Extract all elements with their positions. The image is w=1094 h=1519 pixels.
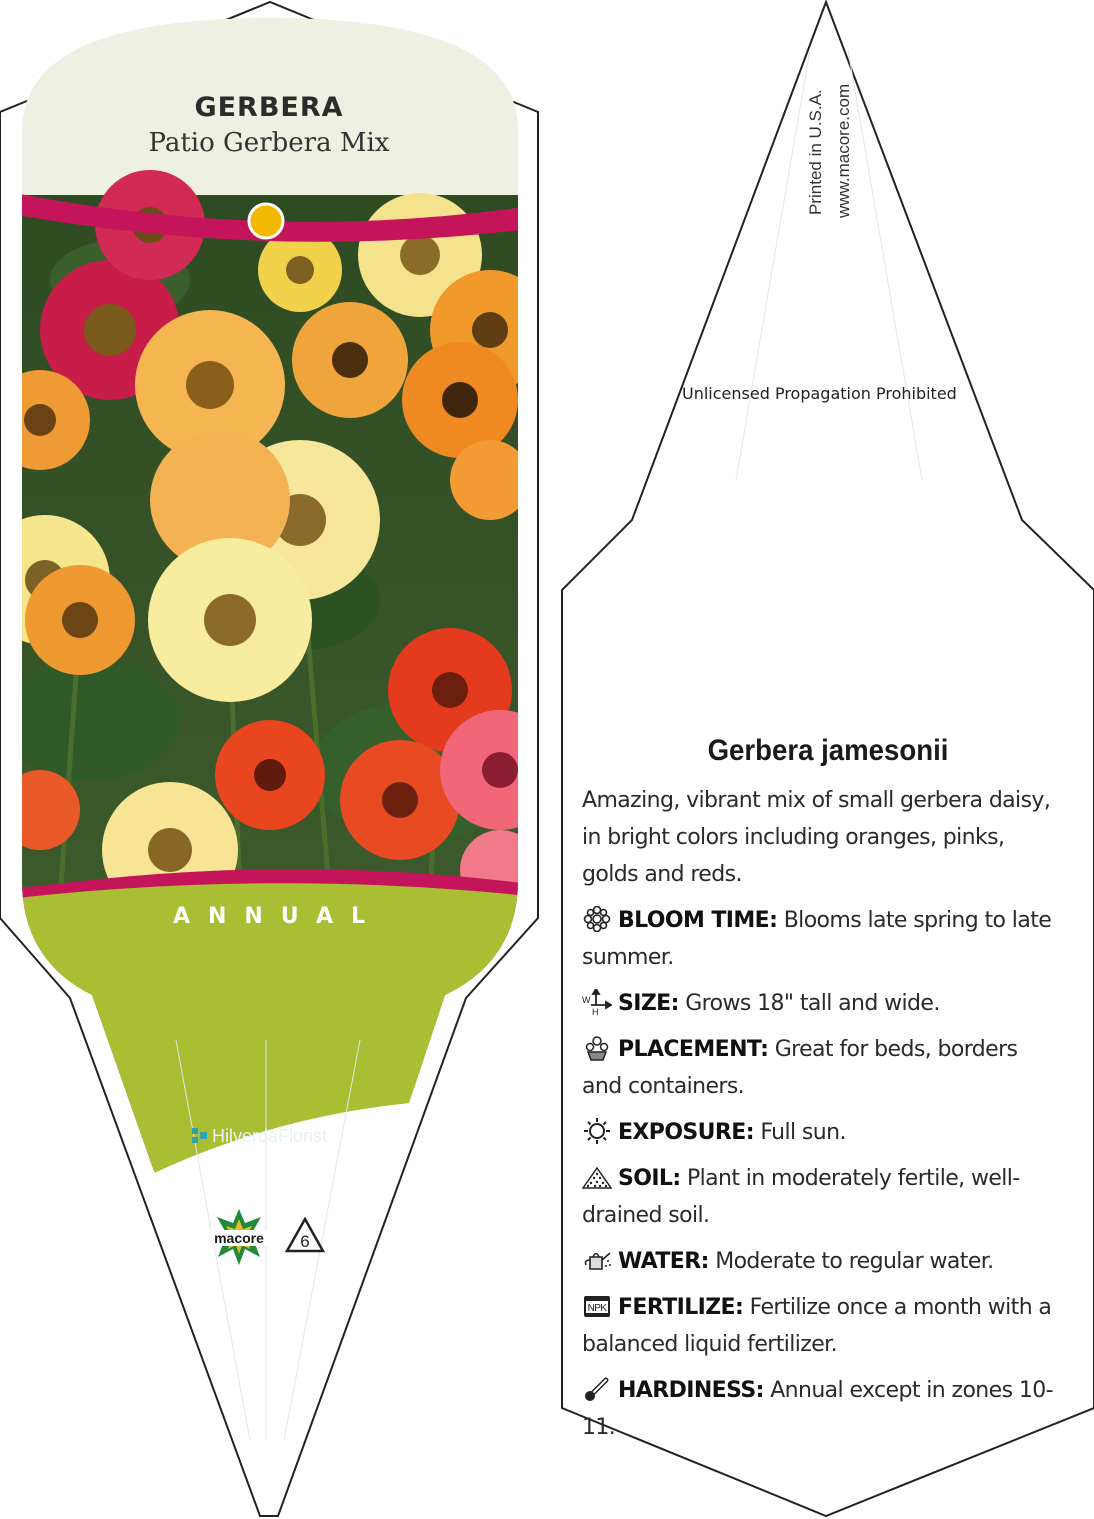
macore-logo-text: macore	[214, 1230, 264, 1246]
attribute-soil	[582, 1160, 1062, 1234]
botanical-name: Gerbera jamesonii	[707, 734, 949, 767]
attribute-label: SOIL:	[618, 1166, 681, 1191]
attribute-text: Fertilize once a month with a balanced liquid fertilizer.	[582, 1295, 1052, 1357]
attribute-text: Blooms late spring to late summer.	[582, 908, 1052, 970]
attribute-text: Annual except in zones 10-11.	[582, 1378, 1053, 1440]
attribute-placement	[582, 1031, 1062, 1105]
description: Amazing, vibrant mix of small gerbera daisy, in bright colors including oranges, pinks, golds and reds.	[582, 788, 1051, 887]
npk-icon	[582, 1293, 612, 1319]
size-icon-h: H	[592, 1007, 598, 1015]
variety-name: Patio Gerbera Mix	[148, 128, 390, 158]
attribute-text: Great for beds, borders and containers.	[582, 1037, 1018, 1099]
brand-logo	[192, 1126, 327, 1147]
watering-can-icon	[582, 1247, 612, 1273]
attribute-label: HARDINESS:	[618, 1378, 764, 1403]
hilverda-mark-icon	[192, 1128, 208, 1144]
attribute-water	[582, 1243, 1062, 1280]
recycle-icon	[284, 1216, 326, 1256]
attribute-label: SIZE:	[618, 991, 679, 1016]
attribute-bloom-time	[582, 902, 1062, 976]
attribute-label: EXPOSURE:	[618, 1120, 754, 1145]
flower-photo	[0, 170, 560, 918]
placement-icon	[582, 1035, 612, 1061]
recycle-symbol	[284, 1216, 326, 1261]
brand-name: HilverdaFlorist	[212, 1126, 328, 1146]
attribute-exposure	[582, 1114, 1062, 1151]
macore-logo	[204, 1207, 274, 1272]
attribute-label: PLACEMENT:	[618, 1037, 769, 1062]
attribute-text: Moderate to regular water.	[715, 1249, 994, 1274]
attribute-hardiness	[582, 1372, 1062, 1446]
npk-label: NPK	[587, 1303, 607, 1314]
plant-common-name: GERBERA	[194, 92, 344, 123]
category-label: ANNUAL	[172, 904, 384, 929]
attribute-label: BLOOM TIME:	[618, 908, 778, 933]
attribute-text: Grows 18" tall and wide.	[685, 991, 940, 1016]
macore-star-icon	[204, 1207, 274, 1267]
attribute-text: Full sun.	[760, 1120, 846, 1145]
care-info	[582, 782, 1062, 1455]
sun-icon	[582, 1118, 612, 1144]
attribute-text: Plant in moderately fertile, well-drained soil.	[582, 1166, 1020, 1228]
website-label: www.macore.com	[834, 83, 853, 218]
sun-dot-icon	[249, 204, 283, 238]
propagation-notice: Unlicensed Propagation Prohibited	[682, 384, 957, 403]
attribute-fertilize	[582, 1289, 1062, 1363]
thermometer-icon	[582, 1376, 612, 1402]
size-icon	[582, 989, 612, 1015]
soil-icon	[582, 1164, 612, 1190]
flower-icon	[582, 906, 612, 932]
attribute-label: WATER:	[618, 1249, 709, 1274]
printed-in-label: Printed in U.S.A.	[806, 89, 825, 215]
recycle-code: 6	[300, 1232, 310, 1251]
attribute-size	[582, 985, 1062, 1022]
size-icon-w: W	[582, 995, 590, 1005]
attribute-label: FERTILIZE:	[618, 1295, 744, 1320]
